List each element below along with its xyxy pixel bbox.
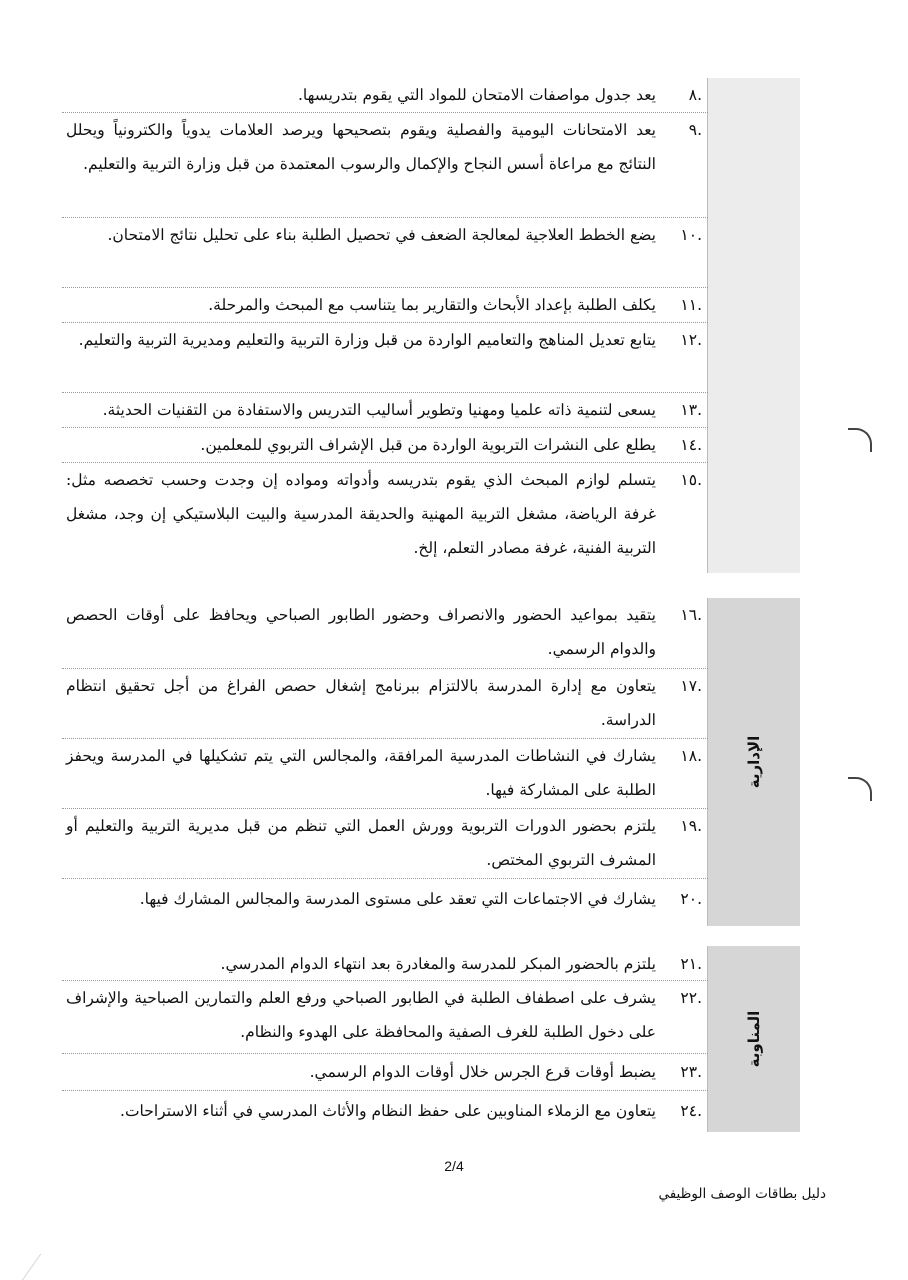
page-corner-fold xyxy=(0,1254,41,1280)
list-item xyxy=(62,113,708,218)
list-item xyxy=(62,463,708,567)
item-text: يعد الامتحانات اليومية والفصلية ويقوم بتصحيحها ويرصد العلامات يدوياً والكترونياً ويحلل النتائج مع مراعاة أسس النجاح والإكمال والرسوب المعتمدة من قبل وزارة التربية والتعليم. xyxy=(66,121,656,173)
item-text: يتسلم لوازم المبحث الذي يقوم بتدريسه وأدواته ومواده إن وجدت وحسب تخصصه مثل: غرفة الرياضة، مشغل التربية المهنية والحديقة المدرسية والبيت البلاستيكي إن وجد، مشغل التربية الفنية، غرفة مصادر التعلم، إلخ. xyxy=(66,471,656,557)
list-item xyxy=(62,393,708,428)
section-label: الإدارية xyxy=(745,735,763,789)
item-number: .١٥ xyxy=(680,471,702,489)
item-number: .١١ xyxy=(680,296,702,314)
item-number: .٢٣ xyxy=(680,1063,702,1081)
list-item xyxy=(62,879,708,919)
item-text: يشرف على اصطفاف الطلبة في الطابور الصباحي ورفع العلم والتمارين الصباحية والإشراف على دخول الطلبة للغرف الصفية والمحافظة على الهدوء والنظام. xyxy=(66,989,656,1041)
item-number: .١٢ xyxy=(680,331,702,349)
item-number: .٢٢ xyxy=(680,989,702,1007)
item-text: يلتزم بحضور الدورات التربوية وورش العمل التي تنظم من قبل مديرية التربية والتعليم أو المشرف التربوي المختص. xyxy=(66,817,656,869)
item-text: يضع الخطط العلاجية لمعالجة الضعف في تحصيل الطلبة بناء على تحليل نتائج الامتحان. xyxy=(107,226,656,244)
list-item xyxy=(62,981,708,1054)
section-administrative xyxy=(62,598,800,926)
item-number: .٩ xyxy=(688,121,702,139)
item-text: يلتزم بالحضور المبكر للمدرسة والمغادرة بعد انتهاء الدوام المدرسي. xyxy=(220,955,656,973)
document-title: دليل بطاقات الوصف الوظيفي xyxy=(658,1186,826,1202)
list-item xyxy=(62,739,708,809)
section-side-column xyxy=(707,78,800,573)
item-number: .٢١ xyxy=(680,955,702,973)
item-text: يسعى لتنمية ذاته علميا ومهنيا وتطوير أساليب التدريس والاستفادة من التقنيات الحديثة. xyxy=(102,401,656,419)
list-item xyxy=(62,669,708,739)
item-number: .١٧ xyxy=(680,677,702,695)
item-number: .٢٠ xyxy=(680,890,702,908)
item-list xyxy=(62,946,708,1131)
item-list xyxy=(62,78,708,567)
item-number: .١٦ xyxy=(680,606,702,624)
list-item xyxy=(62,946,708,981)
item-number: .١٨ xyxy=(680,747,702,765)
item-number: .١٠ xyxy=(680,226,702,244)
item-text: يعد جدول مواصفات الامتحان للمواد التي يقوم بتدريسها. xyxy=(297,86,656,104)
list-item xyxy=(62,809,708,879)
item-number: .٨ xyxy=(688,86,702,104)
item-text: يطلع على النشرات التربوية الواردة من قبل الإشراف التربوي للمعلمين. xyxy=(200,436,656,454)
item-text: يتعاون مع إدارة المدرسة بالالتزام ببرنامج إشغال حصص الفراغ من أجل تحقيق انتظام الدراسة. xyxy=(66,677,656,729)
item-number: .١٣ xyxy=(680,401,702,419)
list-item xyxy=(62,288,708,323)
page-number: 2/4 xyxy=(444,1158,464,1174)
section-duty-shift xyxy=(62,946,800,1132)
item-text: يتعاون مع الزملاء المناوبين على حفظ النظام والأثاث المدرسي في أثناء الاستراحات. xyxy=(120,1102,656,1120)
item-text: يتابع تعديل المناهج والتعاميم الواردة من قبل وزارة التربية والتعليم ومديرية التربية والتعليم. xyxy=(78,331,656,349)
list-item xyxy=(62,1091,708,1131)
item-list xyxy=(62,598,708,919)
item-number: .١٩ xyxy=(680,817,702,835)
list-item xyxy=(62,428,708,463)
item-text: يضبط أوقات قرع الجرس خلال أوقات الدوام الرسمي. xyxy=(309,1063,656,1081)
list-item xyxy=(62,323,708,393)
item-text: يشارك في النشاطات المدرسية المرافقة، والمجالس التي يتم تشكيلها في المدرسة ويحفز الطلبة على المشاركة فيها. xyxy=(66,747,656,799)
section-label: المناوبة xyxy=(745,1010,763,1068)
list-item xyxy=(62,1054,708,1091)
section-duties-continued xyxy=(62,78,800,573)
section-side-column xyxy=(707,598,800,926)
item-number: .١٤ xyxy=(680,436,702,454)
item-text: يشارك في الاجتماعات التي تعقد على مستوى المدرسة والمجالس المشارك فيها. xyxy=(139,890,656,908)
list-item xyxy=(62,218,708,288)
item-text: يتقيد بمواعيد الحضور والانصراف وحضور الطابور الصباحي ويحافظ على أوقات الحصص والدوام الرسمي. xyxy=(66,606,656,658)
item-number: .٢٤ xyxy=(680,1102,702,1120)
binder-hole-mark xyxy=(848,428,872,452)
binder-hole-mark xyxy=(848,777,872,801)
item-text: يكلف الطلبة بإعداد الأبحاث والتقارير بما يتناسب مع المبحث والمرحلة. xyxy=(208,296,656,314)
list-item xyxy=(62,78,708,113)
section-side-column xyxy=(707,946,800,1132)
list-item xyxy=(62,598,708,669)
